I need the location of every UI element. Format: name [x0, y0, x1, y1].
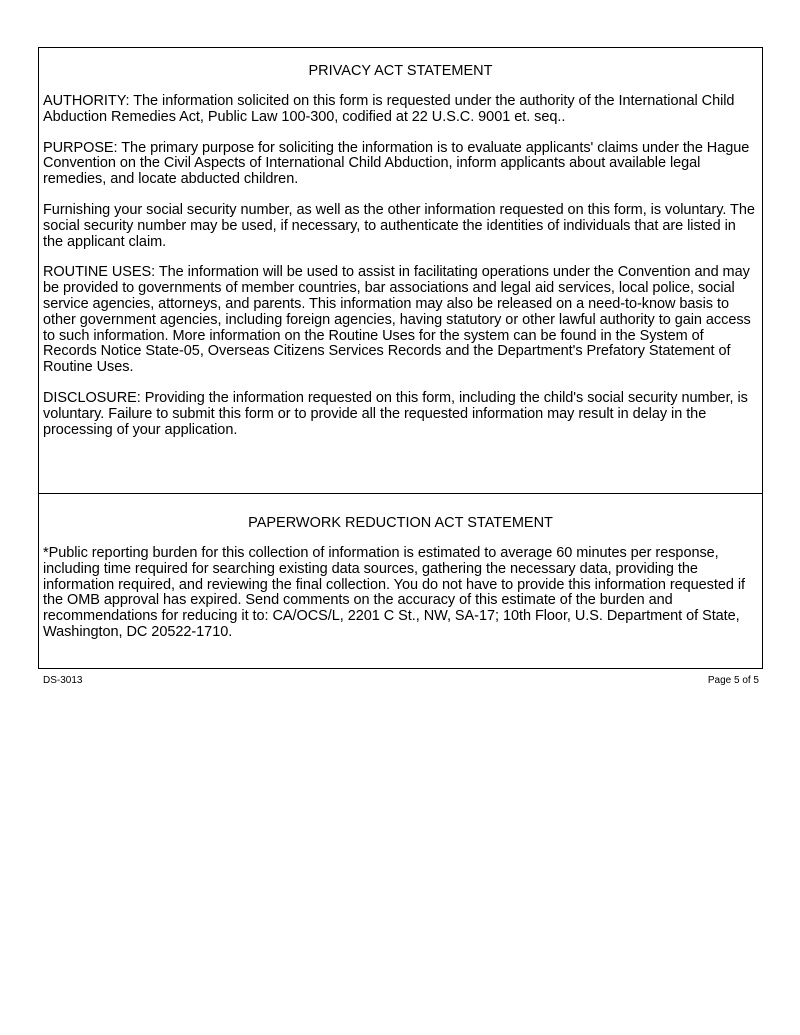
form-number: DS-3013: [43, 675, 83, 686]
routine-uses-paragraph: ROUTINE USES: The information will be used to assist in facilitating operations under the Convention and may be provided to governments of member countries, bar associations and legal aid services, local police, social service agencies, attorneys, and parents. This information may also be released on a need-to-know basis to other government agencies, including foreign agencies, having statutory or other lawful authority to gain access to such information. More information on the Routine Uses for the system can be found in the System of Records Notice State-05, Overseas Citizens Services Records and the Department's Prefatory Statement of Routine Uses.: [43, 264, 751, 376]
form-box: [38, 47, 763, 669]
authority-paragraph: AUTHORITY: The information solicited on this form is requested under the authority of the International Child Abduction Remedies Act, Public Law 100-300, codified at 22 U.S.C. 9001 et. seq..: [43, 93, 735, 125]
paperwork-reduction-title: PAPERWORK REDUCTION ACT STATEMENT: [248, 515, 553, 531]
burden-paragraph: *Public reporting burden for this collection of information is estimated to average 60 minutes per response, including time required for searching existing data sources, gathering the necessary data, providing the information required, and reviewing the final collection. You do not have to provide this information requested if the OMB approval has expired. Send comments on the accuracy of this estimate of the burden and recommendations for reducing it to: CA/OCS/L, 2201 C St., NW, SA-17; 10th Floor, U.S. Department of State, Washington, DC 20522-1710.: [43, 545, 746, 640]
privacy-act-title: PRIVACY ACT STATEMENT: [308, 63, 493, 79]
purpose-paragraph: PURPOSE: The primary purpose for soliciting the information is to evaluate applicants' claims under the Hague Convention on the Civil Aspects of International Child Abduction, inform applicants about available legal remedies, and locate abducted children.: [43, 139, 750, 188]
ssn-paragraph: Furnishing your social security number, as well as the other information requested on this form, is voluntary. The social security number may be used, if necessary, to authenticate the identities of individuals that are listed in the applicant claim.: [43, 201, 755, 250]
privacy-act-section: [39, 48, 762, 493]
page-number: Page 5 of 5: [707, 675, 759, 686]
paperwork-reduction-section: [39, 493, 762, 668]
disclosure-paragraph: DISCLOSURE: Providing the information requested on this form, including the child's social security number, is voluntary. Failure to submit this form or to provide all the requested information may result in delay in the processing of your application.: [43, 389, 748, 438]
